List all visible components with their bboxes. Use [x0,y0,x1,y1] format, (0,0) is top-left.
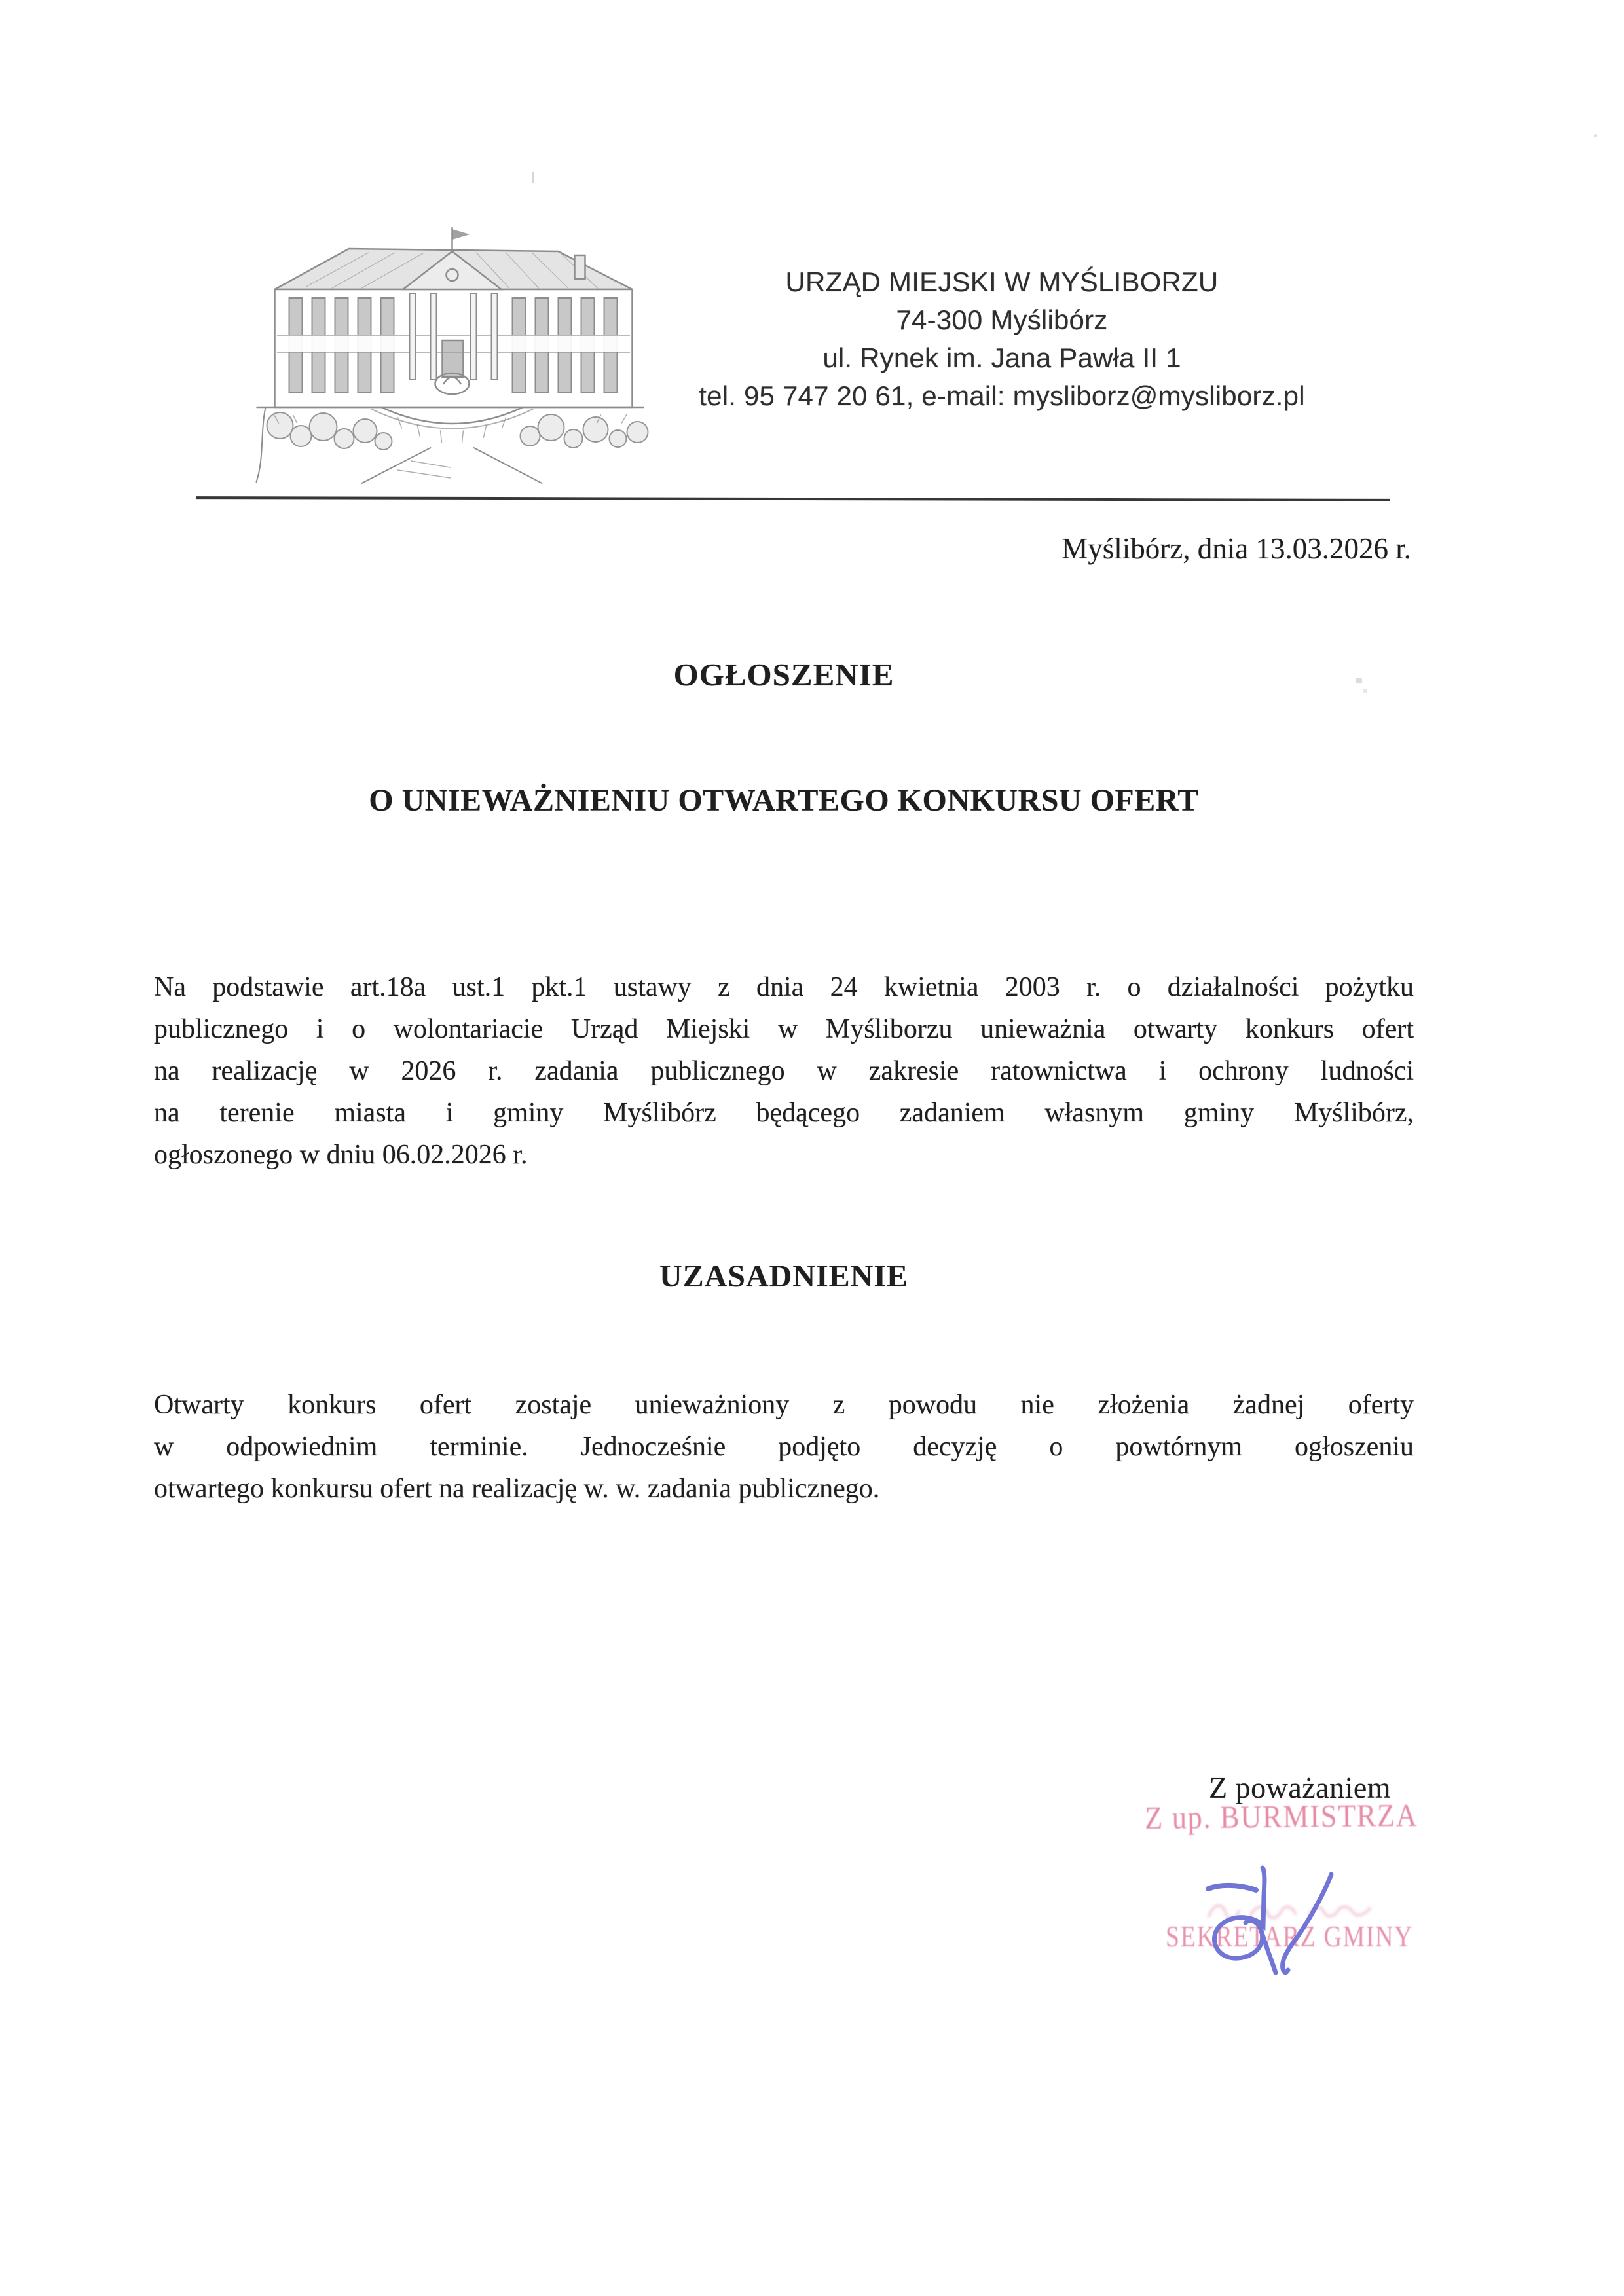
salutation: Z poważaniem [1209,1771,1392,1804]
scan-speck [1594,134,1597,137]
paragraph-legal-basis [154,966,1414,1176]
section-heading: UZASADNIENIE [659,1259,909,1294]
stamp-sekretarz-gminy: SEKRETARZ GMINY [1166,1920,1414,1953]
handwritten-signature [1172,1863,1369,2052]
org-street: ul. Rynek im. Jana Pawła II 1 [822,342,1181,373]
letterhead [688,263,1316,415]
org-postal-city: 74-300 Myślibórz [896,304,1108,335]
scan-speck [1356,678,1362,683]
scan-speck [1363,689,1367,693]
paragraph-line: Na podstawie art.18a ust.1 pkt.1 ustawy z dnia 24 kwietnia 2003 r. o działalności pożytku [154,972,1414,1002]
paragraph-justification [154,1384,1414,1510]
paragraph-line: na realizację w 2026 r. zadania publicznego w zakresie ratownictwa i ochrony ludności [154,1056,1414,1086]
org-contact: tel. 95 747 20 61, e-mail: mysliborz@mysliborz.pl [699,380,1305,411]
paragraph-line: na terenie miasta i gminy Myślibórz będącego zadaniem własnym gminy Myślibórz, [154,1098,1414,1128]
paragraph-line: w odpowiednim terminie. Jednocześnie podjęto decyzję o powtórnym ogłoszeniu [154,1432,1414,1462]
stamp-burmistrz: Z up. BURMISTRZA [1145,1796,1418,1836]
org-name: URZĄD MIEJSKI W MYŚLIBORZU [785,266,1219,297]
paragraph-line: otwartego konkursu ofert na realizację w. w. zadania publicznego. [154,1474,880,1504]
paragraph-line: publicznego i o wolontariacie Urząd Miejski w Myśliborzu unieważnia otwarty konkurs ofert [154,1014,1414,1044]
header-rule [196,496,1390,501]
page-title: OGŁOSZENIE [673,657,895,693]
paragraph-line: Otwarty konkurs ofert zostaje unieważniony z powodu nie złożenia żadnej oferty [154,1390,1414,1420]
date-line: Myślibórz, dnia 13.03.2026 r. [1061,532,1411,565]
town-hall-logo [232,210,668,484]
paragraph-line: ogłoszonego w dniu 06.02.2026 r. [154,1140,528,1170]
page-subtitle: O UNIEWAŻNIENIU OTWARTEGO KONKURSU OFERT [369,783,1199,818]
scan-speck [532,172,534,183]
